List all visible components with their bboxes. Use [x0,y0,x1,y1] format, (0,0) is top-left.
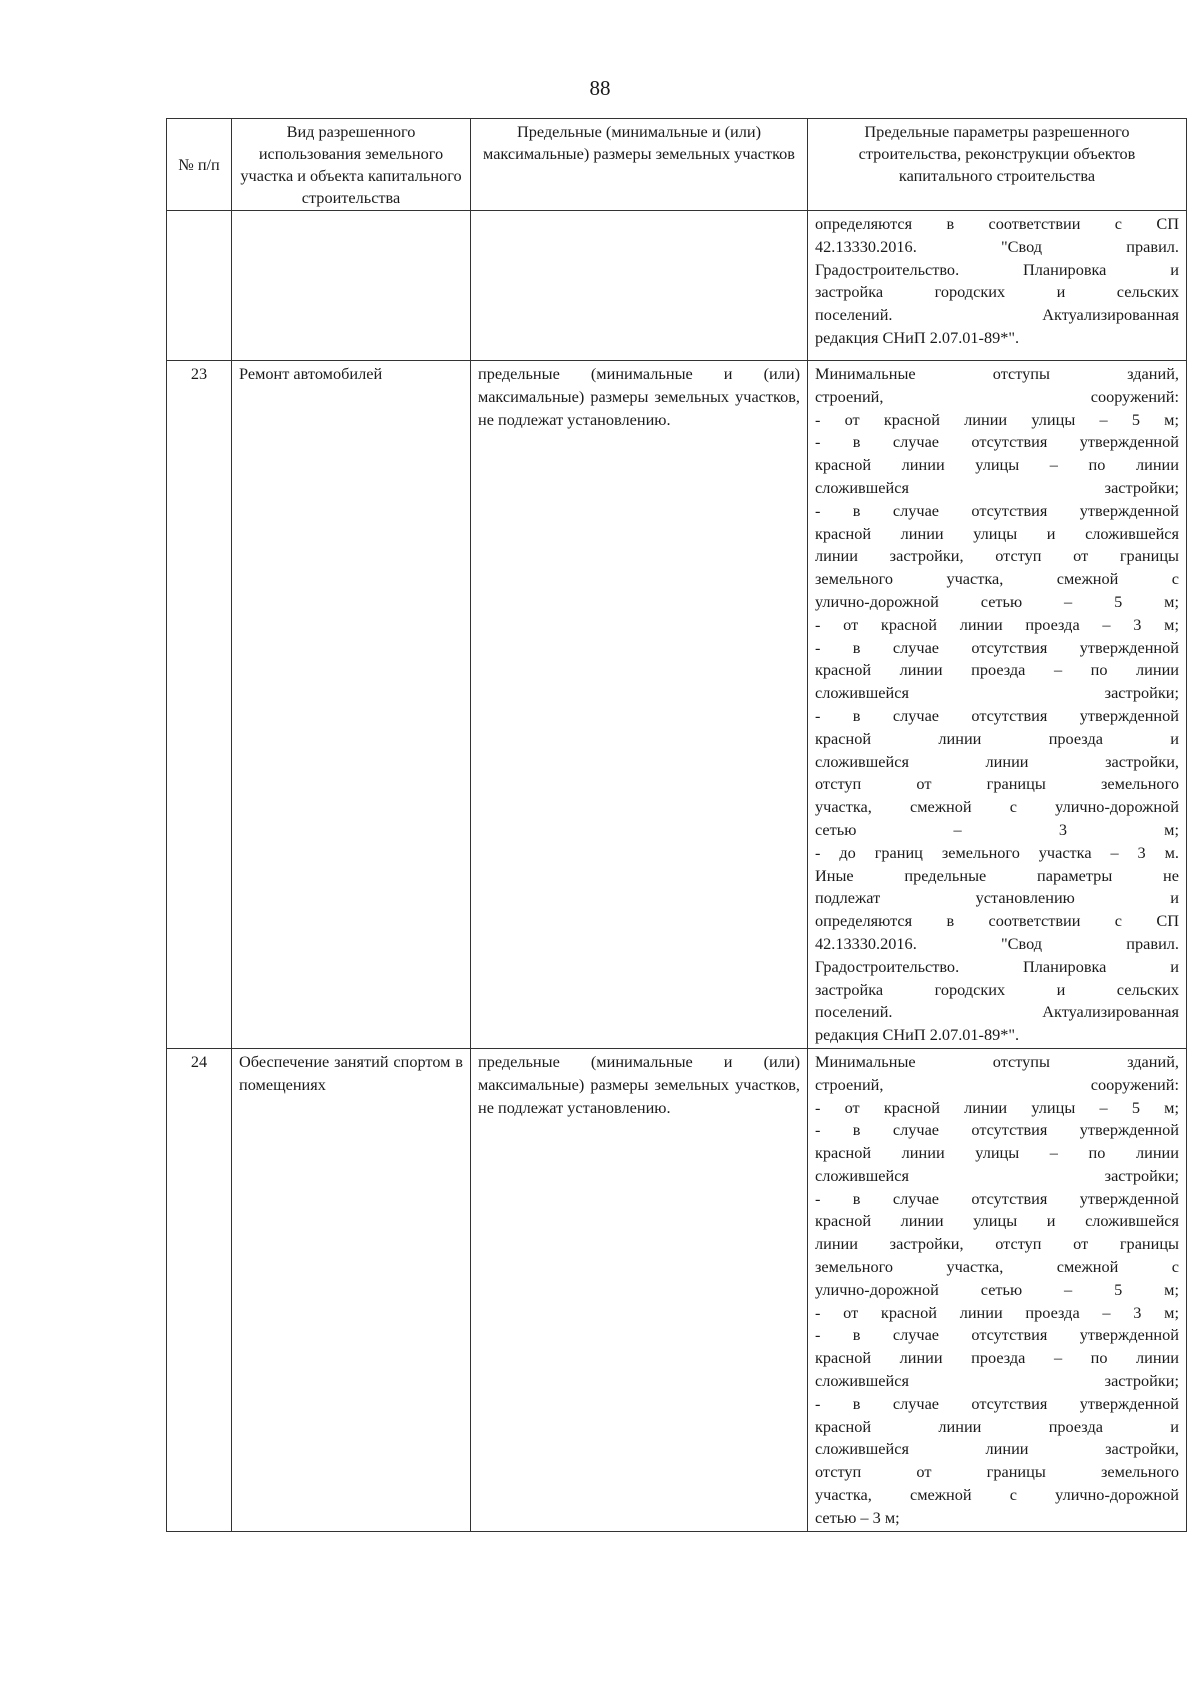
text-line: красной линии улицы и сложившейся [815,1211,1179,1231]
text-line: 42.13330.2016. "Свод правил. [815,236,1179,256]
text-line: отступ от границы земельного [815,774,1179,794]
header-number [167,119,232,211]
table-row [167,211,1187,361]
text-line: сложившейся линии застройки, [815,751,1179,771]
text-line: Градостроительство. Планировка и [815,259,1179,279]
use-kind-cell: Ремонт автомобилей [232,361,471,1049]
text-line: улично-дорожной сетью – 5 м; [815,591,1179,611]
build-params-cell [808,361,1187,1049]
text-line: строений, сооружений: [815,1074,1179,1094]
text-line: участка, смежной с улично-дорожной [815,1485,1179,1505]
text-line: - в случае отсутствия утвержденной [815,1393,1179,1413]
text-line: Иные предельные параметры не [815,865,1179,885]
text-line: - в случае отсутствия утвержденной [815,637,1179,657]
plot-size-cell: предельные (минимальные и (или) максимальные) размеры земельных участков, не подлежат установлению. [471,361,808,1049]
text-line: сетью – 3 м; [815,819,1179,839]
text-line: красной линии улицы – по линии [815,1143,1179,1163]
text-line: - от красной линии улицы – 5 м; [815,1097,1179,1117]
text-line: - в случае отсутствия утвержденной [815,1325,1179,1345]
text-line: застройка городских и сельских [815,282,1179,302]
text-line: сложившейся застройки; [815,1165,1179,1185]
header-plot-size: Предельные (минимальные и (или) максимальные) размеры земельных участков [471,119,808,211]
build-params-text [815,213,1179,350]
text-line: участка, смежной с улично-дорожной [815,797,1179,817]
row-number: 23 [167,361,232,1049]
text-line: красной линии проезда и [815,1416,1179,1436]
build-params-text [815,1051,1179,1530]
text-line: застройка городских и сельских [815,979,1179,999]
text-line: улично-дорожной сетью – 5 м; [815,1279,1179,1299]
plot-size-cell [471,211,808,361]
text-line: красной линии улицы и сложившейся [815,523,1179,543]
text-line: - до границ земельного участка – 3 м. [815,842,1179,862]
text-line: - от красной линии проезда – 3 м; [815,1302,1179,1322]
text-line: Минимальные отступы зданий, [815,1051,1179,1071]
text-line: редакция СНиП 2.07.01-89*". [815,327,1020,347]
text-line: красной линии проезда – по линии [815,1348,1179,1368]
table-row [167,361,1187,1049]
regulations-table [166,118,1187,1532]
text-line: красной линии проезда и [815,728,1179,748]
use-kind-cell [232,211,471,361]
header-use-kind: Вид разрешенного использования земельного участка и объекта капитального строительства [232,119,471,211]
text-line: земельного участка, смежной с [815,1257,1179,1277]
text-line: отступ от границы земельного [815,1462,1179,1482]
text-line: - в случае отсутствия утвержденной [815,500,1179,520]
page-number: 88 [589,76,611,100]
text-line: - в случае отсутствия утвержденной [815,705,1179,725]
build-params-text [815,363,1179,1047]
text-line: земельного участка, смежной с [815,569,1179,589]
text-line: - в случае отсутствия утвержденной [815,1120,1179,1140]
table-header-row [167,119,1187,211]
build-params-cell [808,1048,1187,1531]
text-line: поселений. Актуализированная [815,1002,1179,1022]
text-line: сложившейся застройки; [815,683,1179,703]
use-kind-cell: Обеспечение занятий спортом в помещениях [232,1048,471,1531]
table-row [167,1048,1187,1531]
row-number: 24 [167,1048,232,1531]
text-line: сетью – 3 м; [815,1507,900,1527]
text-line: красной линии улицы – по линии [815,455,1179,475]
text-line: - от красной линии улицы – 5 м; [815,409,1179,429]
text-line: линии застройки, отступ от границы [815,1234,1179,1254]
text-line: строений, сооружений: [815,386,1179,406]
text-line: 42.13330.2016. "Свод правил. [815,933,1179,953]
header-build-params: Предельные параметры разрешенного строительства, реконструкции объектов капитального строительства [808,119,1187,211]
row-number [167,211,232,361]
text-line: поселений. Актуализированная [815,305,1179,325]
text-line: - в случае отсутствия утвержденной [815,1188,1179,1208]
build-params-cell [808,211,1187,361]
text-line: определяются в соответствии с СП [815,214,1179,233]
text-line: Градостроительство. Планировка и [815,956,1179,976]
text-line: - в случае отсутствия утвержденной [815,432,1179,452]
text-line: - от красной линии проезда – 3 м; [815,614,1179,634]
text-line: редакция СНиП 2.07.01-89*". [815,1025,1020,1045]
text-line: красной линии проезда – по линии [815,660,1179,680]
header-number-label: № п/п [178,155,220,174]
text-line: Минимальные отступы зданий, [815,364,1179,383]
text-line: сложившейся линии застройки, [815,1439,1179,1459]
text-line: сложившейся застройки; [815,1371,1179,1391]
plot-size-cell: предельные (минимальные и (или) максимальные) размеры земельных участков, не подлежат установлению. [471,1048,808,1531]
text-line: линии застройки, отступ от границы [815,546,1179,566]
text-line: определяются в соответствии с СП [815,911,1179,931]
text-line: подлежат установлению и [815,888,1179,908]
text-line: сложившейся застройки; [815,477,1179,497]
